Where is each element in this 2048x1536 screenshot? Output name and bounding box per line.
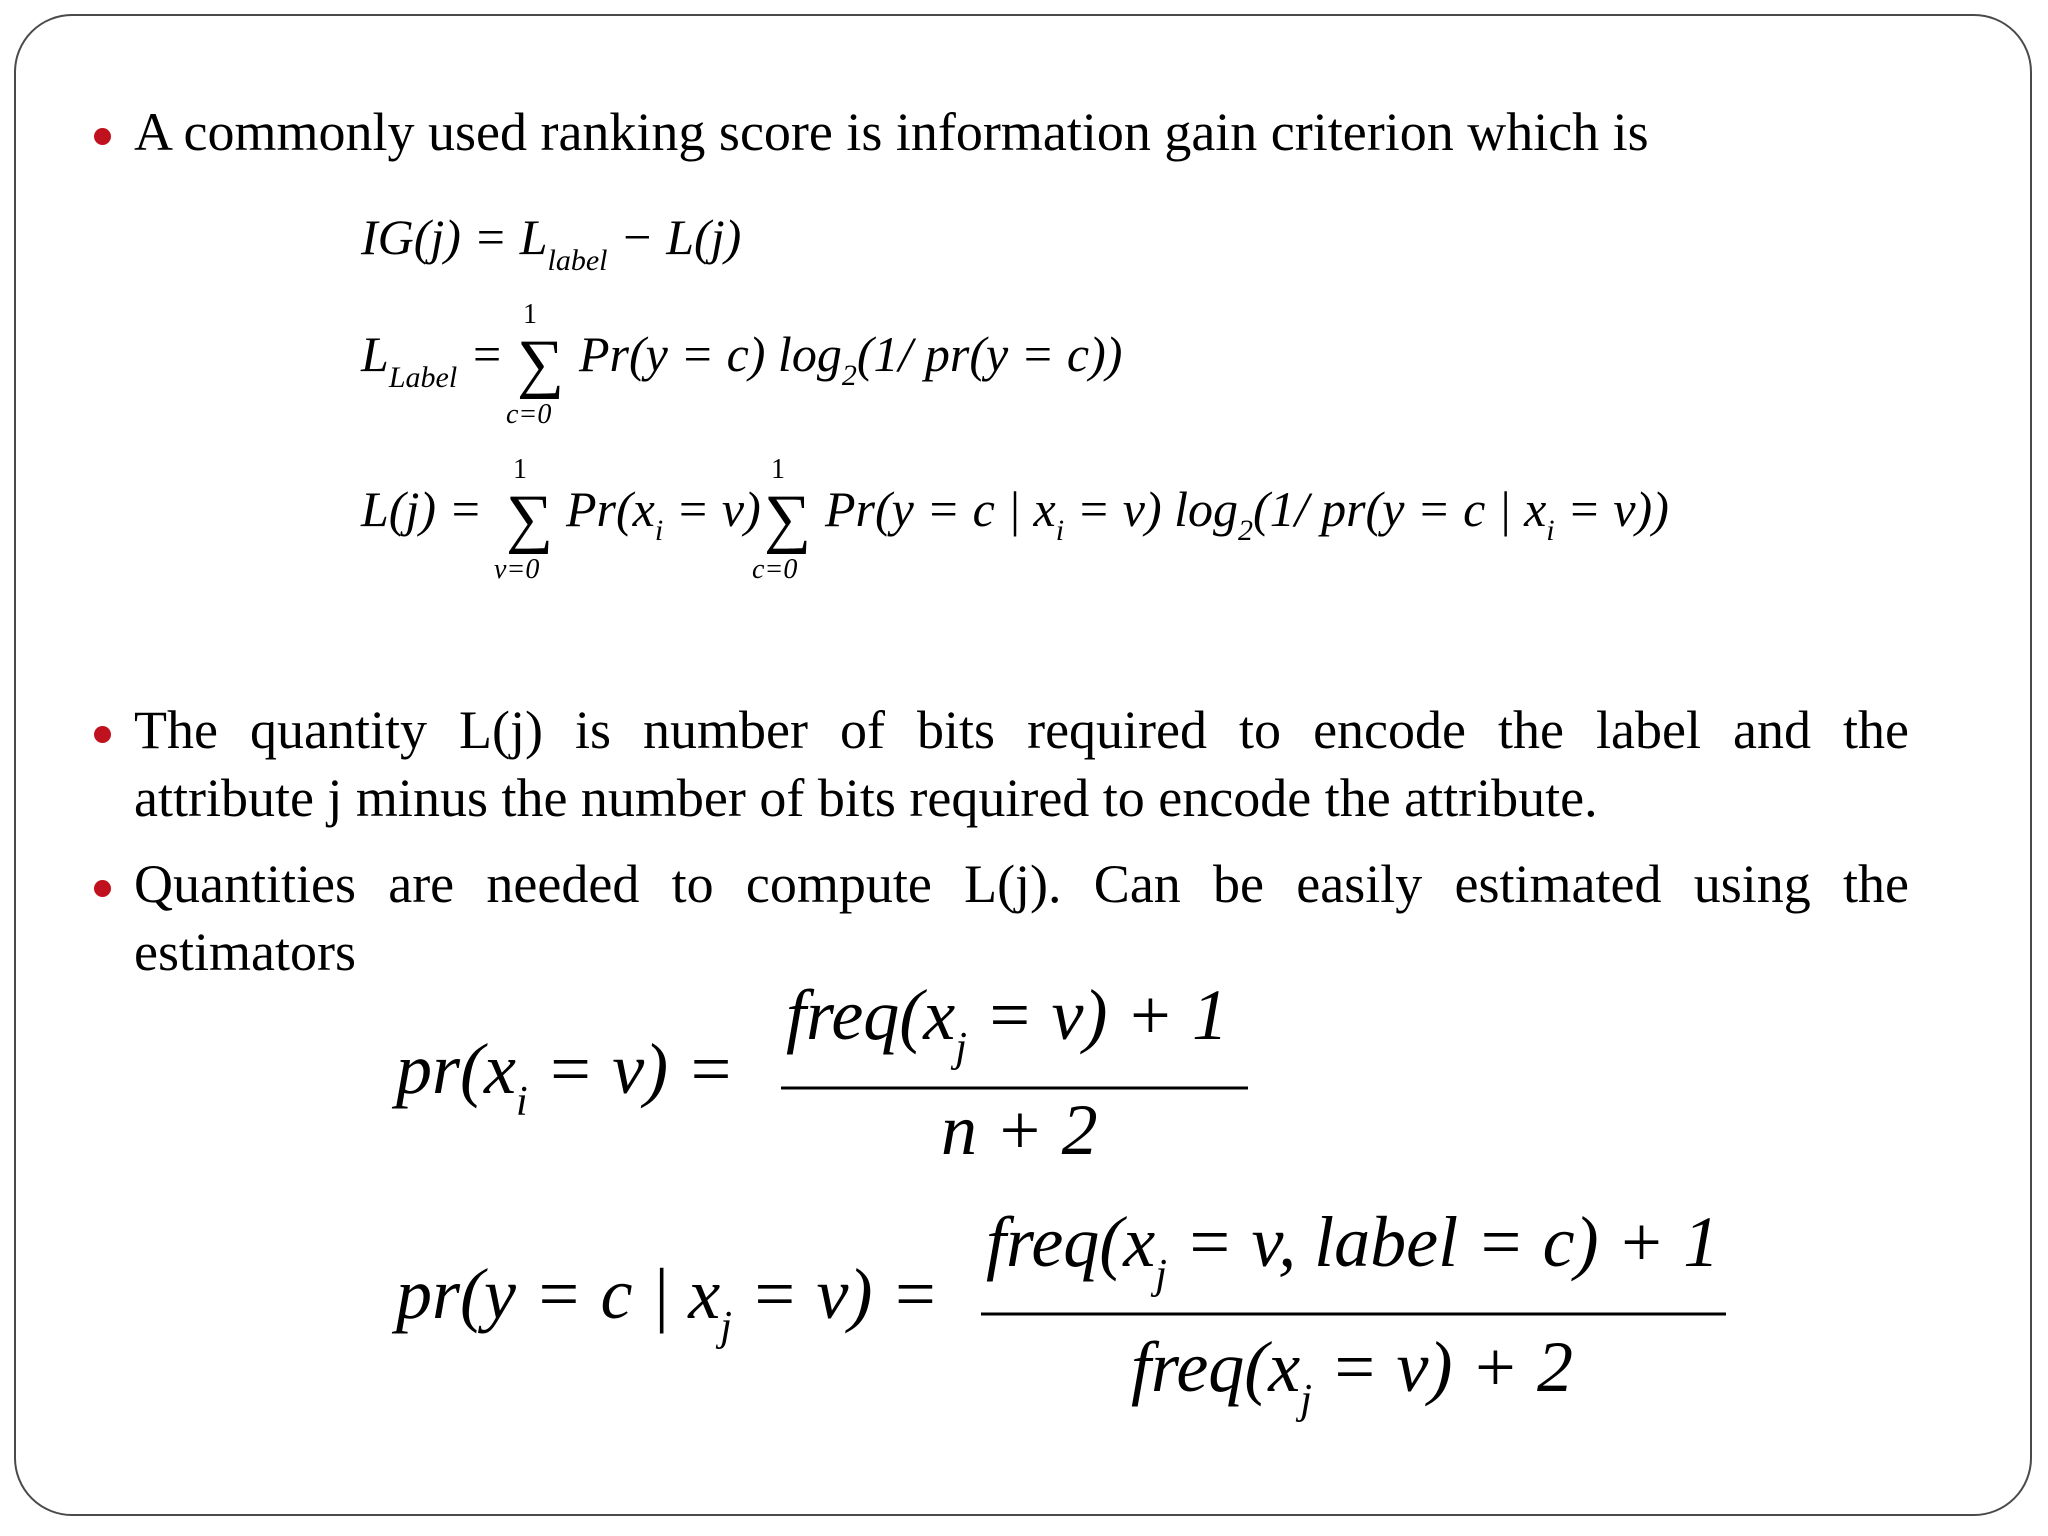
svg-text:L(j) =: L(j) = (361, 481, 483, 537)
summation-symbol: ∑ (517, 327, 565, 400)
bullet-text-line1: Quantities are needed to compute L(j). Can be easily estimated using the (134, 854, 1909, 914)
formula-conditional-entropy (351, 446, 1751, 596)
svg-text:pr(y = c | xj = v) =: pr(y = c | $x_j = v$) = (396, 1254, 940, 1350)
summation-symbol: ∑ (506, 482, 554, 555)
bullet-text-line1: The quantity L(j) is number of bits required to encode the label and the (134, 700, 1909, 760)
summation-symbol: ∑ (764, 482, 812, 555)
svg-text:freq(xj = v, label = c) + 1: $freq(x_j = v$, label = c) + 1 (986, 1202, 1720, 1298)
svg-text:=: = (473, 326, 502, 382)
formula-pr-y-given-x-estimator (386, 1196, 1786, 1436)
svg-text:c=0: c=0 (506, 399, 552, 430)
bullet-estimators (134, 850, 1909, 986)
svg-text:LLabel: $L_{Label}$ (361, 326, 458, 394)
svg-text:Pr(y = c) log2(1/ pr(y = c)): Pr(y = c) $\log_2(1/$ pr(y = c)) (579, 326, 1123, 392)
svg-text:1: 1 (523, 299, 537, 330)
svg-text:v=0: v=0 (494, 554, 540, 585)
bullet-quantity-lj (134, 696, 1909, 832)
svg-text:pr(xi = v) =: $pr(x_i = v)$ = (396, 1029, 735, 1125)
svg-text:Pr(y = c | xi = v) log2(1/ pr(: Pr(y = c | $x_i = v$) $\log_2(1/$ pr(y = c | $x_i = v$)) (825, 481, 1669, 547)
bullet-dot (94, 128, 111, 145)
bullet-ranking-score (134, 98, 1649, 166)
bullet-dot (94, 880, 111, 897)
bullet-text: A commonly used ranking score is information gain criterion which is (134, 102, 1649, 162)
formula-text: $IG(j) = L_{label} - L(j)$ (361, 209, 742, 277)
svg-text:freq(xj = v) + 1: $freq(x_j = v) + 1$ (786, 975, 1229, 1071)
svg-text:c=0: c=0 (752, 554, 798, 585)
formula-label-entropy (351, 291, 1251, 441)
svg-text:Pr(xi = v): $Pr(x_i = v)$ (566, 481, 761, 547)
bullet-text-line2: attribute j minus the number of bits required to encode the attribute. (134, 768, 1598, 828)
bullet-dot (94, 726, 111, 743)
slide (14, 14, 2032, 1516)
formula-information-gain (351, 196, 851, 286)
svg-text:1: 1 (513, 454, 527, 485)
svg-text:n + 2: n + 2 (941, 1090, 1098, 1170)
formula-pr-x-estimator (386, 971, 1286, 1171)
svg-text:1: 1 (771, 454, 785, 485)
bullet-text-line2: estimators (134, 922, 356, 982)
svg-text:freq(xj = v) + 2: $freq(x_j = v) + 2$ (1131, 1327, 1574, 1423)
